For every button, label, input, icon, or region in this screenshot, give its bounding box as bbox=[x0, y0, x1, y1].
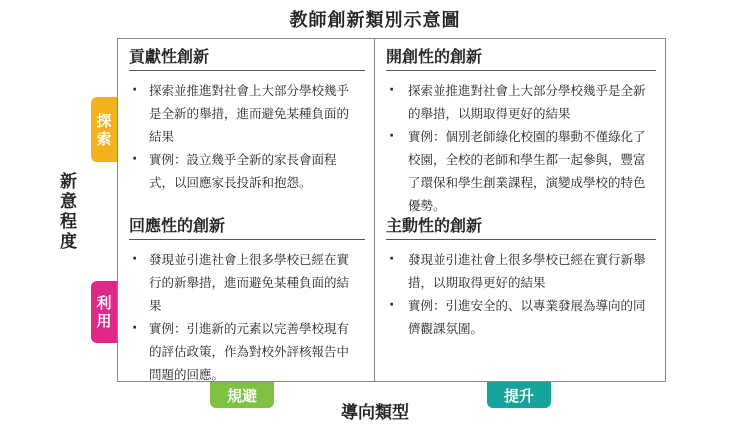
quadrant-title: 回應性的創新 bbox=[129, 213, 365, 240]
quadrant-item-list bbox=[129, 248, 365, 386]
list-item: · 實例：引進安全的、以專業發展為導向的同儕觀課氛圍。 bbox=[386, 294, 656, 340]
list-item: · 實例：個別老師綠化校園的舉動不僅綠化了校園，全校的老師和學生都一起參與，豐富了環保和學生創業課程，演變成學校的特色優勢。 bbox=[386, 125, 656, 217]
quadrant-pioneering bbox=[386, 44, 656, 217]
y-axis-label: 新意程度 bbox=[60, 172, 77, 252]
quadrant-title: 主動性的創新 bbox=[386, 213, 656, 240]
tag-avoid: 規避 bbox=[210, 382, 274, 408]
x-axis-label: 導向類型 bbox=[341, 403, 409, 423]
list-item: · 發現並引進社會上很多學校已經在實行的新舉措，進而避免某種負面的結果 bbox=[129, 248, 365, 317]
quadrant-title: 開創性的創新 bbox=[386, 44, 656, 71]
quadrant-item-list bbox=[386, 79, 656, 217]
quadrant-item-list bbox=[386, 248, 656, 340]
quadrant-item-list bbox=[129, 79, 365, 194]
list-item: · 實例：引進新的元素以完善學校現有的評估政策，作為對校外評核報告中問題的回應。 bbox=[129, 317, 365, 386]
list-item: · 發現並引進社會上很多學校已經在實行新舉措，以期取得更好的結果 bbox=[386, 248, 656, 294]
diagram-title: 教師創新類別示意圖 bbox=[289, 10, 461, 31]
list-item: · 實例：設立幾乎全新的家長會面程式，以回應家長投訴和抱怨。 bbox=[129, 148, 365, 194]
quadrant-contributive bbox=[129, 44, 365, 194]
tag-promote: 提升 bbox=[487, 382, 551, 408]
quadrant-proactive bbox=[386, 213, 656, 340]
tag-explore: 探索 bbox=[91, 97, 117, 162]
list-item: · 探索並推進對社會上大部分學校幾乎是全新的舉措，進而避免某種負面的結果 bbox=[129, 79, 365, 148]
quadrant-divider bbox=[374, 38, 375, 382]
quadrant-responsive bbox=[129, 213, 365, 386]
list-item: · 探索並推進對社會上大部分學校幾乎是全新的舉措，以期取得更好的結果 bbox=[386, 79, 656, 125]
tag-use: 利用 bbox=[91, 281, 117, 343]
quadrant-title: 貢獻性創新 bbox=[129, 44, 365, 71]
